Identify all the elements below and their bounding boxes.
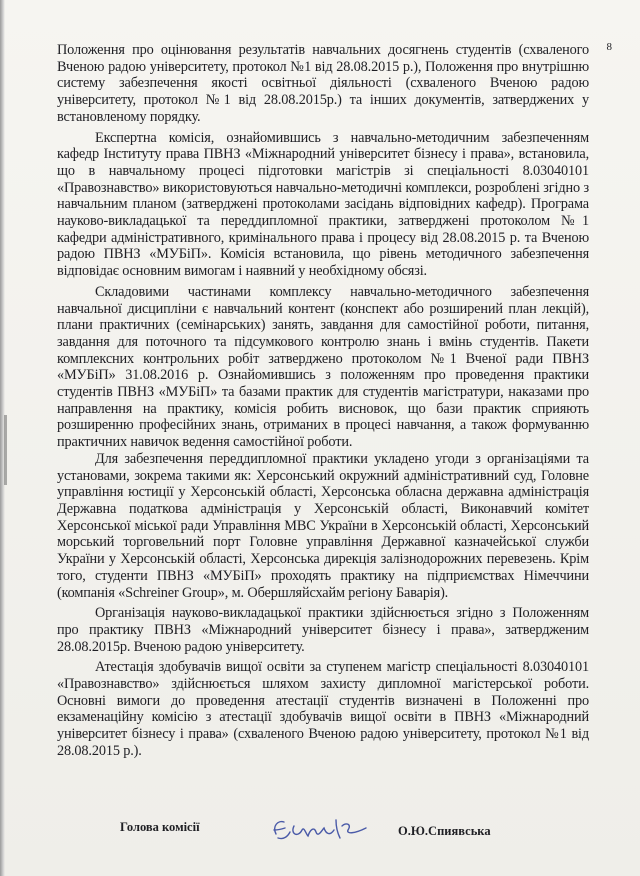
signature-block — [0, 812, 640, 862]
paragraph-attestation: Атестація здобувачів вищої освіти за ступенем магістр спеціальності 8.03040101 «Правознавство» здійснюється шляхом захисту дипломної магістерської роботи. Основні вимоги до проведення атестації студентів визначені в Положенні про екзаменаційну комісію з атестації здобувачів вищої освіти в ПВНЗ «Міжнародний університет бізнесу і права» (схваленого Вченою радою університету, протокол №1 від 28.08.2015 р.). — [57, 659, 589, 759]
paragraph-methodical-complex: Складовими частинами комплексу навчально-методичного забезпечення навчальної дисципліни є навчальний контент (конспект або розширений план лекцій), плани практичних (семінарських) занять, завдання для самостійної роботи, питання, завдання для поточного та підсумкового контролю знань і вмінь студентів. Пакети комплексних контрольних робіт затверджено протоколом №1 Вченої ради ПВНЗ «МУБіП» 31.08.2016 р. Ознайомившись з положенням про проведення практики студентів ПВНЗ «МУБіП» та базами практик для студентів магістратури, наказами про направлення на практику, комісія робить висновок, що бази практик сприяють розширенню професійних знань, отриманих в процесі навчання, а також формуванню практичних навичок ведення самостійної роботи. — [57, 283, 589, 451]
signature-label: Голова комісії — [120, 820, 200, 834]
scan-mark — [4, 415, 7, 485]
paragraph-regulations: Положення про оцінювання результатів навчальних досягнень студентів (схваленого Вченою радою університету, протокол №1 від 28.08.2015 р.), Положення про внутрішню систему забезпечення якості освітньої діяльності (схваленого Вченою радою університету, протокол №1 від 28.08.2015р.) та інших документів, затверджених у встановленому порядку. — [57, 42, 589, 125]
paragraph-practice-agreements: Для забезпечення переддипломної практики укладено угоди з організаціями та установами, зокрема такими як: Херсонський окружний адміністративний суд, Головне управління юстиції у Херсонській області, Херсонська обласна державна адміністрація Державна податкова адміністрація у Херсонській області, Виконавчий комітет Херсонської міської ради Управління МВС України в Херсонській області, Херсонський морський торговельний порт Головне управління Державної казначейської служби України у Херсонській області, Херсонська дирекція залізнодорожних перевезень. Крім того, студенти ПВНЗ «МУБіП» проходять практику на підприємствах Німеччини (компанія «Schreiner Group», м. Обершляйсхайм регіону Баварія). — [57, 450, 589, 601]
paragraph-expert-commission: Експертна комісія, ознайомившись з навчально-методичним забезпеченням кафедр Інституту права ПВНЗ «Міжнародний університет бізнесу і права», встановила, що в навчальному процесі підготовки магістрів зі спеціальності 8.03040101 «Правознавство» використовуються навчально-методичні комплекси, розроблені згідно з навчальним планом (затверджені протоколами засідань відповідних кафедр). Програма науково-викладацької та переддипломної практики, затверджені протоколом №1 кафедри адміністративного, кримінального права і процесу від 28.08.2015 р. та Вченою радою ПВНЗ «МУБіП». Комісія встановила, що рівень методичного забезпечення відповідає основним вимогам і наявний у необхідному обсязі. — [57, 129, 589, 280]
handwritten-signature-icon — [268, 812, 378, 846]
signature-name: О.Ю.Спиявська — [398, 824, 491, 838]
paragraph-teaching-practice: Організація науково-викладацької практики здійснюється згідно з Положенням про практику ПВНЗ «Міжнародний університет бізнесу і права», затвердженим 28.08.2015р. Вченою радою університету. — [57, 605, 589, 655]
page-number: 8 — [606, 41, 612, 53]
document-body — [57, 42, 589, 760]
